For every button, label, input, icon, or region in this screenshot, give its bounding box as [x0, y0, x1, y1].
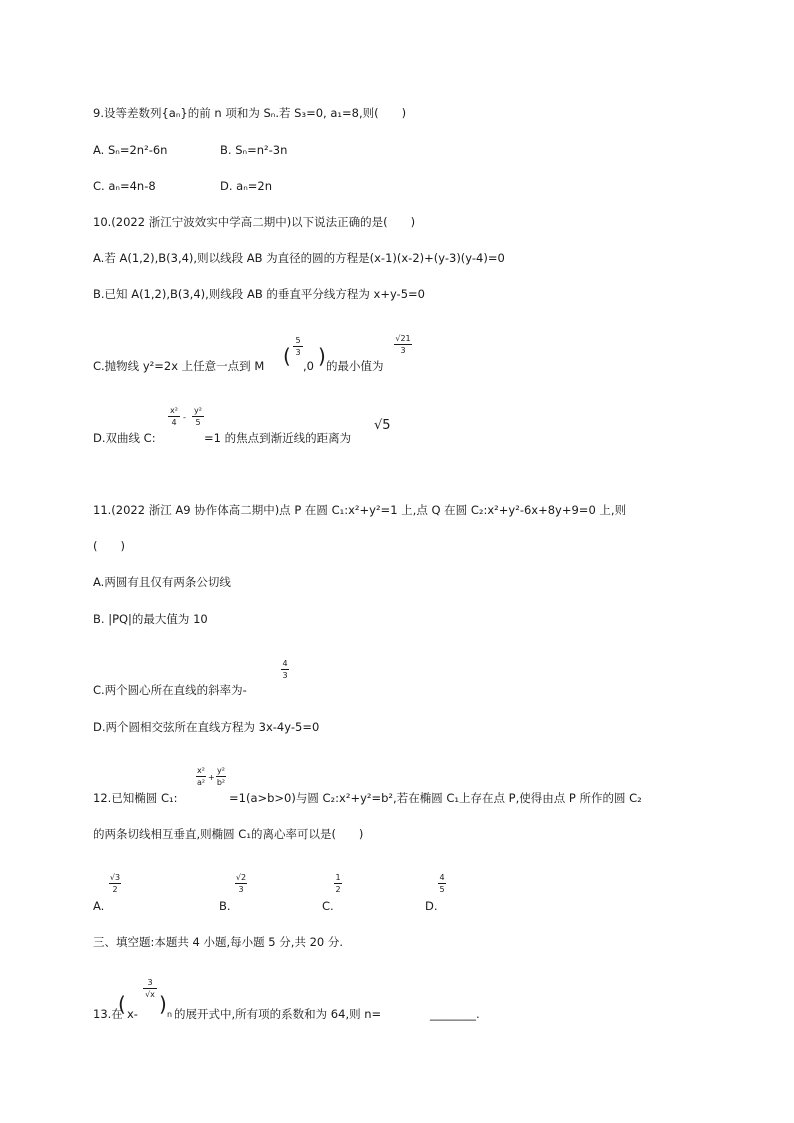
q10-c-point-fraction: 5 3	[293, 336, 303, 357]
q12-fraction-x: x² a²	[196, 766, 206, 787]
section-3-heading: 三、填空题:本题共 4 小题,每小题 5 分,共 20 分.	[93, 935, 344, 949]
q12-option-a-value: √3 2	[109, 873, 121, 894]
q12-option-b-label: B.	[219, 899, 231, 913]
q10-d-fraction-x: x² 4	[168, 406, 180, 427]
q13-x-term: x-	[127, 1007, 138, 1021]
q10-stem: 10.(2022 浙江宁波效实中学高二期中)以下说法正确的是( )	[93, 215, 416, 229]
q13-answer-blank[interactable]: ________.	[430, 1007, 480, 1021]
q9-option-b: B. Sₙ=n²-3n	[220, 143, 288, 157]
q10-option-b: B.已知 A(1,2),B(3,4),则线段 AB 的垂直平分线方程为 x+y-5=0	[93, 287, 425, 301]
q11-option-c-prefix: C.两个圆心所在直线的斜率为-	[93, 683, 247, 697]
q12-stem-suffix: =1(a>b>0)与圆 C₂:x²+y²=b²,若在椭圆 C₁上存在点 P,使得由点 P 所作的圆 C₂	[229, 791, 642, 805]
q10-option-c-prefix: C.抛物线 y²=2x 上任意一点到 M	[93, 359, 265, 373]
q11-option-a: A.两圆有且仅有两条公切线	[93, 575, 231, 589]
q10-option-c-suffix: 的最小值为	[326, 359, 384, 373]
q13-fraction: 3 √x	[143, 978, 157, 999]
q12-stem-line2: 的两条切线相互垂直,则椭圆 C₁的离心率可以是( )	[93, 827, 364, 841]
q12-option-d-value: 4 5	[439, 873, 445, 894]
q9-option-c: C. aₙ=4n-8	[93, 179, 156, 193]
q10-c-point-mid: ,0	[303, 359, 314, 373]
q9-stem: 9.设等差数列{aₙ}的前 n 项和为 Sₙ.若 S₃=0, a₁=8,则( )	[93, 106, 407, 120]
q11-answer-paren: ( )	[93, 539, 125, 553]
q12-stem-prefix: 12.已知椭圆 C₁:	[93, 791, 178, 805]
q10-d-minus: -	[183, 413, 186, 422]
q10-d-fraction-y: y² 5	[192, 406, 204, 427]
q10-d-distance-value: √5	[374, 418, 391, 433]
q11-stem: 11.(2022 浙江 A9 协作体高二期中)点 P 在圆 C₁:x²+y²=1 上,点 Q 在圆 C₂:x²+y²-6x+8y+9=0 上,则	[93, 503, 627, 517]
q11-option-b: B. |PQ|的最大值为 10	[93, 612, 208, 626]
q10-option-a: A.若 A(1,2),B(3,4),则以线段 AB 为直径的圆的方程是(x-1)(x-2)+(y-3)(y-4)=0	[93, 251, 505, 265]
q10-c-close-paren: )	[318, 344, 326, 368]
q10-option-d-suffix: =1 的焦点到渐近线的距离为	[204, 431, 352, 445]
q9-option-a: A. Sₙ=2n²-6n	[93, 143, 168, 157]
q10-c-min-value: √21 3	[395, 334, 411, 355]
q12-fraction-y: y² b²	[216, 766, 226, 787]
q12-option-b-value: √2 3	[235, 873, 247, 894]
q9-option-d: D. aₙ=2n	[220, 179, 273, 193]
q13-prefix: 13.在	[93, 1007, 123, 1021]
q10-c-open-paren: (	[283, 344, 291, 368]
q12-option-c-value: 1 2	[335, 873, 341, 894]
q13-open-paren: (	[118, 992, 126, 1016]
q12-plus: +	[208, 773, 215, 782]
q10-option-d-prefix: D.双曲线 C:	[93, 431, 156, 445]
q12-option-a-label: A.	[93, 899, 105, 913]
q13-suffix: 的展开式中,所有项的系数和为 64,则 n=	[174, 1007, 382, 1021]
q11-option-d: D.两个圆相交弦所在直线方程为 3x-4y-5=0	[93, 720, 320, 734]
q11-c-slope-fraction: 4 3	[282, 659, 288, 680]
q12-option-c-label: C.	[322, 899, 334, 913]
q12-option-d-label: D.	[425, 899, 438, 913]
q13-close-paren: )	[159, 992, 167, 1016]
q13-exponent-n: n	[167, 1010, 173, 1019]
